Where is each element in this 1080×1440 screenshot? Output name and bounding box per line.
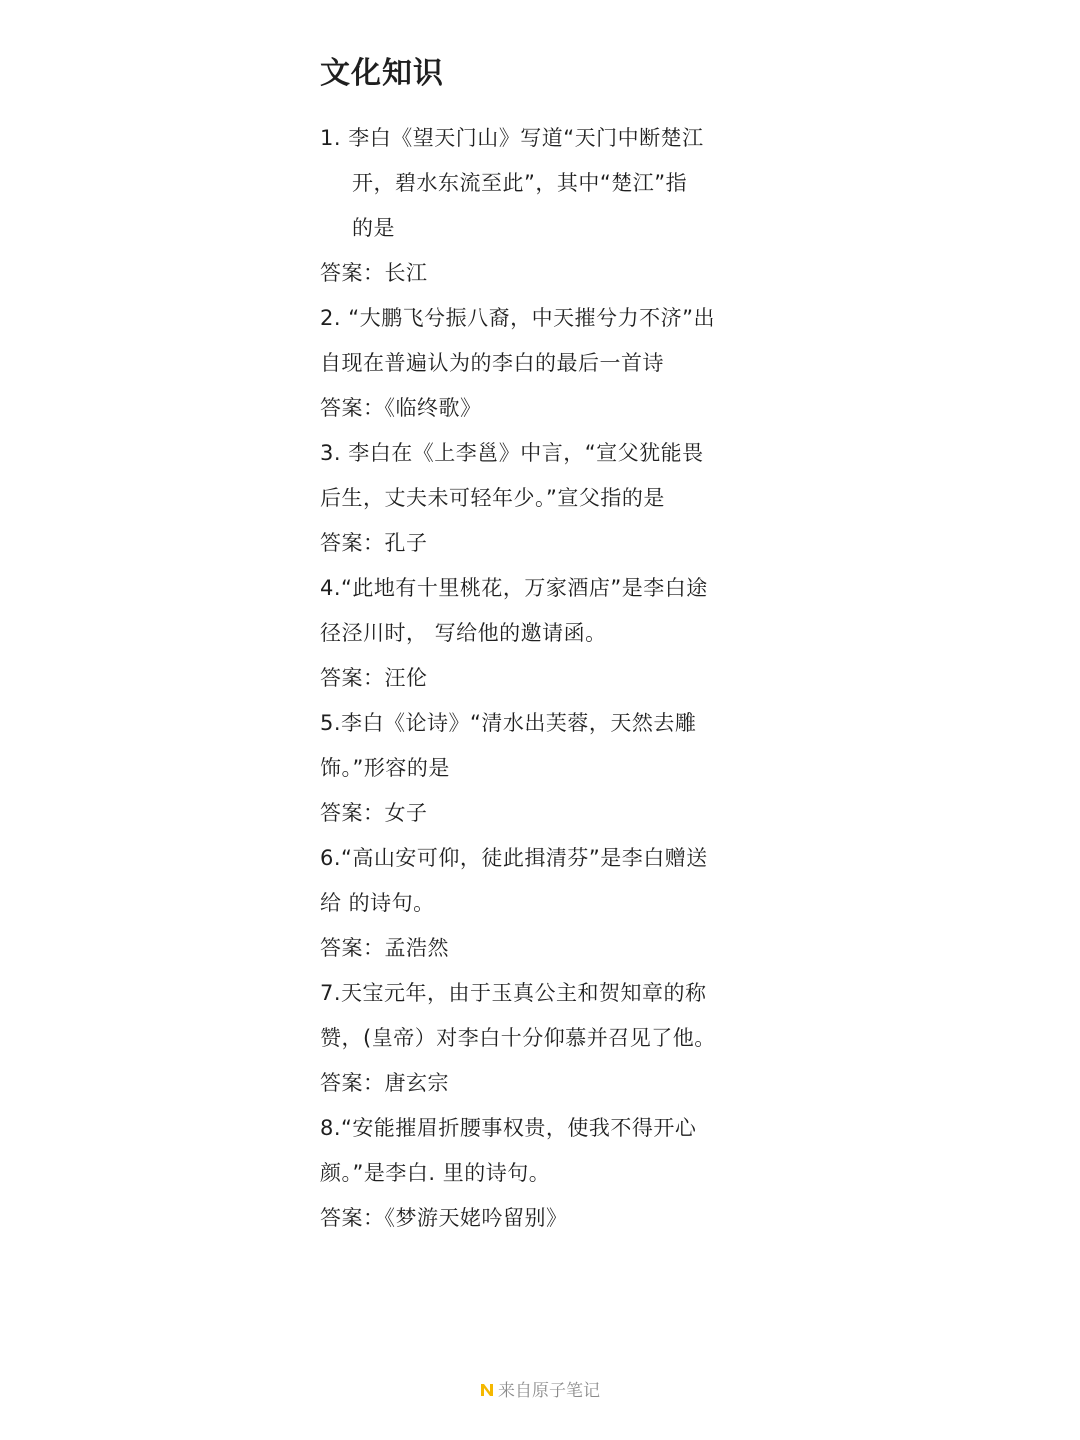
page-title: 文化知识	[320, 56, 444, 91]
answer-line: 答案：孟浩然	[320, 936, 449, 960]
question-line: 自现在普遍认为的李白的最后一首诗	[320, 351, 664, 375]
question-line: 饰。”形容的是	[320, 756, 450, 780]
footer	[0, 1378, 1080, 1404]
question-line: 7.天宝元年，由于玉真公主和贺知章的称	[320, 981, 707, 1005]
question-line: 后生，丈夫未可轻年少。”宣父指的是	[320, 486, 665, 510]
question-line: 给 的诗句。	[320, 891, 435, 915]
question-line: 颜。”是李白. 里的诗句。	[320, 1161, 551, 1185]
answer-line: 答案：《临终歌》	[320, 396, 482, 420]
question-line: 1. 李白《望天门山》写道“天门中断楚江	[320, 126, 704, 150]
question-line: 8.“安能摧眉折腰事权贵，使我不得开心	[320, 1116, 697, 1140]
answer-line: 答案：长江	[320, 261, 428, 285]
question-line: 4.“此地有十里桃花，万家酒店”是李白途	[320, 576, 708, 600]
footer-source-text: 来自原子笔记	[498, 1381, 600, 1401]
answer-line: 答案：孔子	[320, 531, 428, 555]
question-line: 5.李白《论诗》“清水出芙蓉，天然去雕	[320, 711, 697, 735]
question-line: 径泾川时， 写给他的邀请函。	[320, 621, 607, 645]
question-line: 3. 李白在《上李邕》中言，“宣父犹能畏	[320, 441, 704, 465]
answer-line: 答案：汪伦	[320, 666, 428, 690]
answer-line: 答案：女子	[320, 801, 428, 825]
answer-line: 答案：《梦游天姥吟留别》	[320, 1206, 568, 1230]
answer-line: 答案：唐玄宗	[320, 1071, 449, 1095]
notes-app-logo-icon	[480, 1383, 494, 1397]
question-line: 的是	[352, 216, 395, 240]
question-line: 开，碧水东流至此”，其中“楚江”指	[352, 171, 688, 195]
note-body	[320, 116, 780, 1241]
question-line: 赞，(皇帝）对李白十分仰慕并召见了他。	[320, 1026, 716, 1050]
question-line: 2. “大鹏飞兮振八裔，中天摧兮力不济”出	[320, 306, 715, 330]
question-line: 6.“高山安可仰，徒此揖清芬”是李白赠送	[320, 846, 708, 870]
